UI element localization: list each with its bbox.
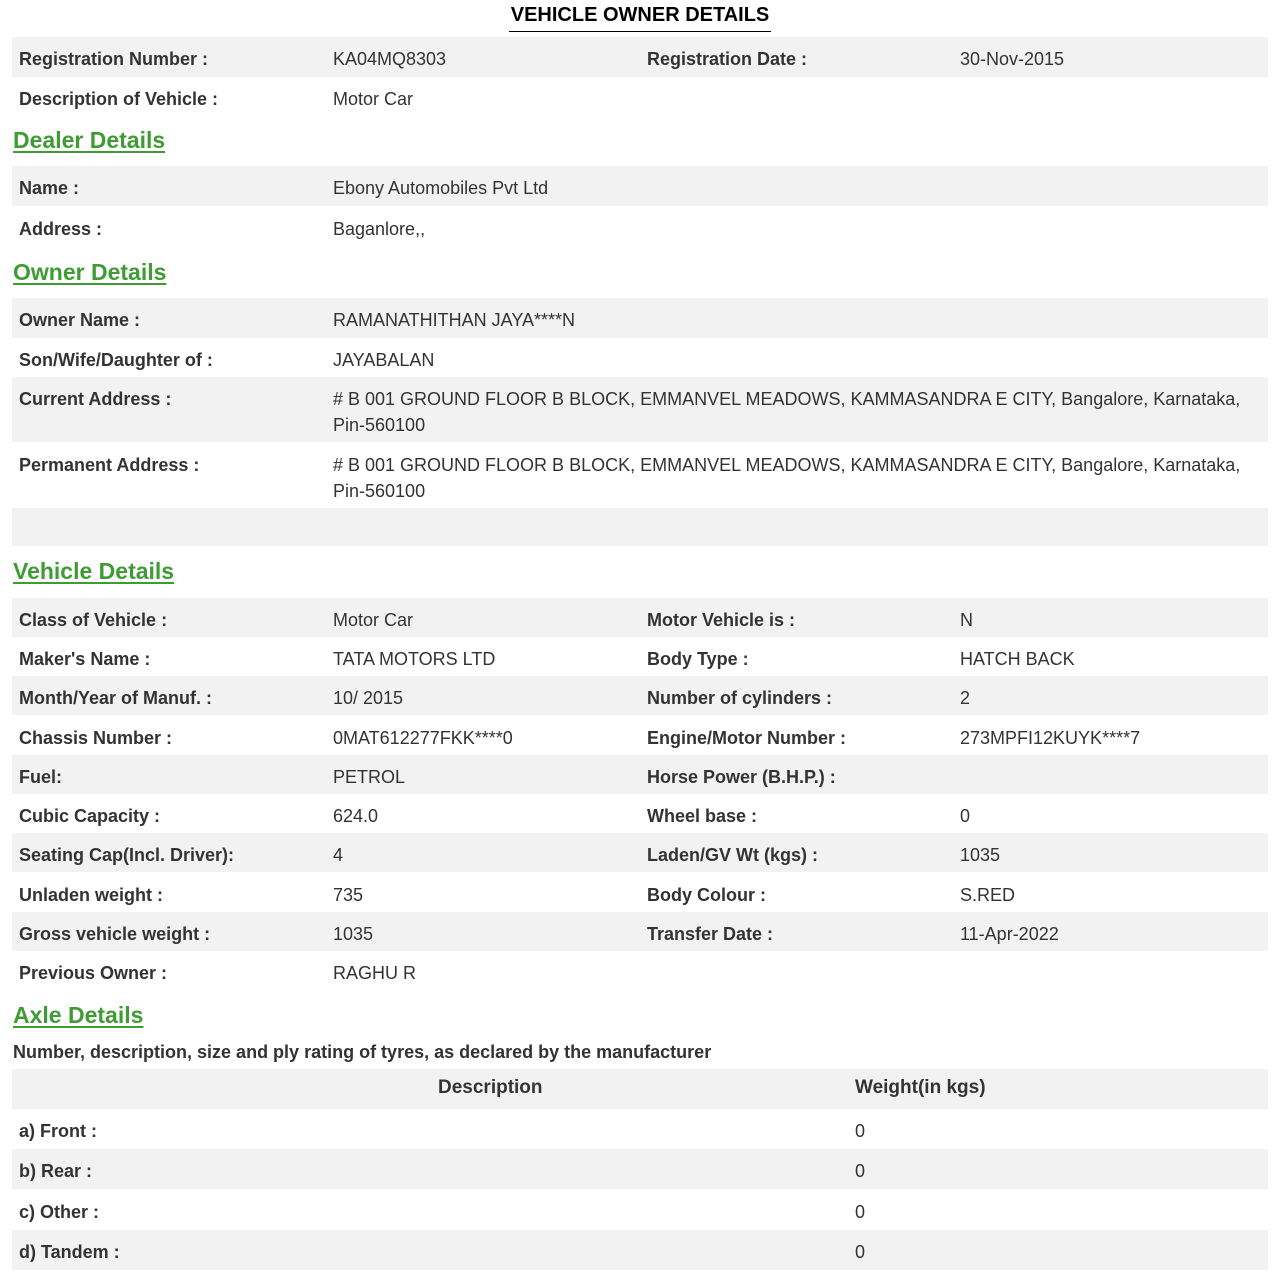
vehicle-field-label: Previous Owner : xyxy=(19,963,168,983)
vehicle-field-label: Transfer Date : xyxy=(647,924,774,944)
dealer-name-row xyxy=(12,166,1268,206)
axle-note: Number, description, size and ply rating of tyres, as declared by the manufacturer xyxy=(13,1042,712,1062)
axle-row-weight: 0 xyxy=(855,1121,866,1141)
permanent-address-row xyxy=(12,443,1268,508)
vehicle-field-value: 1035 xyxy=(333,924,374,944)
vehicle-field-label: Motor Vehicle is : xyxy=(647,610,796,630)
axle-row-weight: 0 xyxy=(855,1242,866,1262)
axle-row-label: d) Tandem : xyxy=(19,1242,120,1262)
current-address-line1: # B 001 GROUND FLOOR B BLOCK, EMMANVEL MEADOWS, KAMMASANDRA E CITY, Bangalore, Karnataka, xyxy=(333,389,1241,409)
permanent-address-line2: Pin-560100 xyxy=(333,481,426,501)
reg-number-label: Registration Number : xyxy=(19,49,209,69)
vehicle-field-value: TATA MOTORS LTD xyxy=(333,649,496,669)
dealer-address-label: Address : xyxy=(19,219,103,239)
vehicle-field-label: Gross vehicle weight : xyxy=(19,924,211,944)
axle-col-weight: Weight(in kgs) xyxy=(855,1077,986,1098)
vehicle-row xyxy=(12,598,1268,637)
dealer-details-heading: Dealer Details xyxy=(13,127,166,153)
reg-number-value: KA04MQ8303 xyxy=(333,49,447,69)
vehicle-field-label: Horse Power (B.H.P.) : xyxy=(647,767,836,787)
current-address-line2: Pin-560100 xyxy=(333,415,426,435)
vehicle-field-label: Cubic Capacity : xyxy=(19,806,161,826)
description-label: Description of Vehicle : xyxy=(19,89,219,109)
current-address-label: Current Address : xyxy=(19,389,172,409)
owner-name-value: RAMANATHITHAN JAYA****N xyxy=(333,310,576,330)
vehicle-row xyxy=(12,794,1268,833)
vehicle-details-heading: Vehicle Details xyxy=(13,558,175,584)
owner-spacer-row xyxy=(12,508,1268,546)
vehicle-field-label: Body Colour : xyxy=(647,885,766,905)
owner-name-row xyxy=(12,298,1268,338)
vehicle-field-label: Month/Year of Manuf. : xyxy=(19,688,212,708)
vehicle-row xyxy=(12,637,1268,676)
vehicle-field-value: Motor Car xyxy=(333,610,414,630)
vehicle-field-label: Maker's Name : xyxy=(19,649,151,669)
vehicle-field-value: 0 xyxy=(960,806,971,826)
axle-row-label: b) Rear : xyxy=(19,1161,93,1181)
vehicle-field-label: Wheel base : xyxy=(647,806,758,826)
axle-row xyxy=(12,1149,1268,1189)
permanent-address-label: Permanent Address : xyxy=(19,455,200,475)
vehicle-row xyxy=(12,755,1268,794)
vehicle-field-label: Seating Cap(Incl. Driver): xyxy=(19,845,235,865)
description-row xyxy=(12,77,1268,117)
axle-details-heading: Axle Details xyxy=(13,1002,144,1028)
vehicle-field-value: 735 xyxy=(333,885,364,905)
vehicle-field-label: Unladen weight : xyxy=(19,885,163,905)
vehicle-field-label: Number of cylinders : xyxy=(647,688,833,708)
axle-col-description: Description xyxy=(438,1077,543,1098)
axle-row-weight: 0 xyxy=(855,1161,866,1181)
vehicle-field-label: Laden/GV Wt (kgs) : xyxy=(647,845,818,865)
registration-row xyxy=(12,37,1268,77)
vehicle-field-label: Engine/Motor Number : xyxy=(647,728,846,748)
axle-row xyxy=(12,1190,1268,1230)
current-address-row xyxy=(12,377,1268,442)
dealer-address-row xyxy=(12,207,1268,247)
axle-row xyxy=(12,1230,1268,1270)
dealer-name-value: Ebony Automobiles Pvt Ltd xyxy=(333,178,549,198)
vehicle-field-label: Body Type : xyxy=(647,649,749,669)
description-value: Motor Car xyxy=(333,89,414,109)
axle-row xyxy=(12,1109,1268,1149)
vehicle-field-value: 4 xyxy=(333,845,344,865)
dealer-name-label: Name : xyxy=(19,178,80,198)
vehicle-field-label: Chassis Number : xyxy=(19,728,173,748)
axle-row-label: a) Front : xyxy=(19,1121,97,1141)
relation-row xyxy=(12,338,1268,378)
vehicle-row xyxy=(12,951,1268,990)
vehicle-row xyxy=(12,716,1268,755)
vehicle-field-value: 10/ 2015 xyxy=(333,688,404,708)
owner-name-label: Owner Name : xyxy=(19,310,141,330)
page-title: VEHICLE OWNER DETAILS xyxy=(0,4,1280,32)
vehicle-row xyxy=(12,873,1268,912)
permanent-address-line1: # B 001 GROUND FLOOR B BLOCK, EMMANVEL MEADOWS, KAMMASANDRA E CITY, Bangalore, Karnataka, xyxy=(333,455,1241,475)
vehicle-field-value: 0MAT612277FKK****0 xyxy=(333,728,513,748)
vehicle-field-label: Class of Vehicle : xyxy=(19,610,168,630)
vehicle-field-value: 2 xyxy=(960,688,971,708)
vehicle-field-value: 624.0 xyxy=(333,806,379,826)
vehicle-row xyxy=(12,833,1268,872)
reg-date-label: Registration Date : xyxy=(647,49,808,69)
vehicle-row xyxy=(12,912,1268,951)
vehicle-field-value: 11-Apr-2022 xyxy=(960,924,1059,944)
vehicle-field-label: Fuel: xyxy=(19,767,62,787)
axle-row-weight: 0 xyxy=(855,1202,866,1222)
vehicle-field-value: PETROL xyxy=(333,767,406,787)
dealer-address-value: Baganlore,, xyxy=(333,219,426,239)
relation-value: JAYABALAN xyxy=(333,350,435,370)
axle-header-row xyxy=(12,1069,1268,1109)
owner-details-heading: Owner Details xyxy=(13,259,167,285)
axle-row-label: c) Other : xyxy=(19,1202,100,1222)
vehicle-field-value: RAGHU R xyxy=(333,963,417,983)
vehicle-field-value: 1035 xyxy=(960,845,1001,865)
reg-date-value: 30-Nov-2015 xyxy=(960,49,1065,69)
vehicle-row xyxy=(12,676,1268,715)
vehicle-field-value: 273MPFI12KUYK****7 xyxy=(960,728,1141,748)
vehicle-field-value: N xyxy=(960,610,973,630)
relation-label: Son/Wife/Daughter of : xyxy=(19,350,213,370)
vehicle-field-value: S.RED xyxy=(960,885,1016,905)
vehicle-field-value: HATCH BACK xyxy=(960,649,1075,669)
